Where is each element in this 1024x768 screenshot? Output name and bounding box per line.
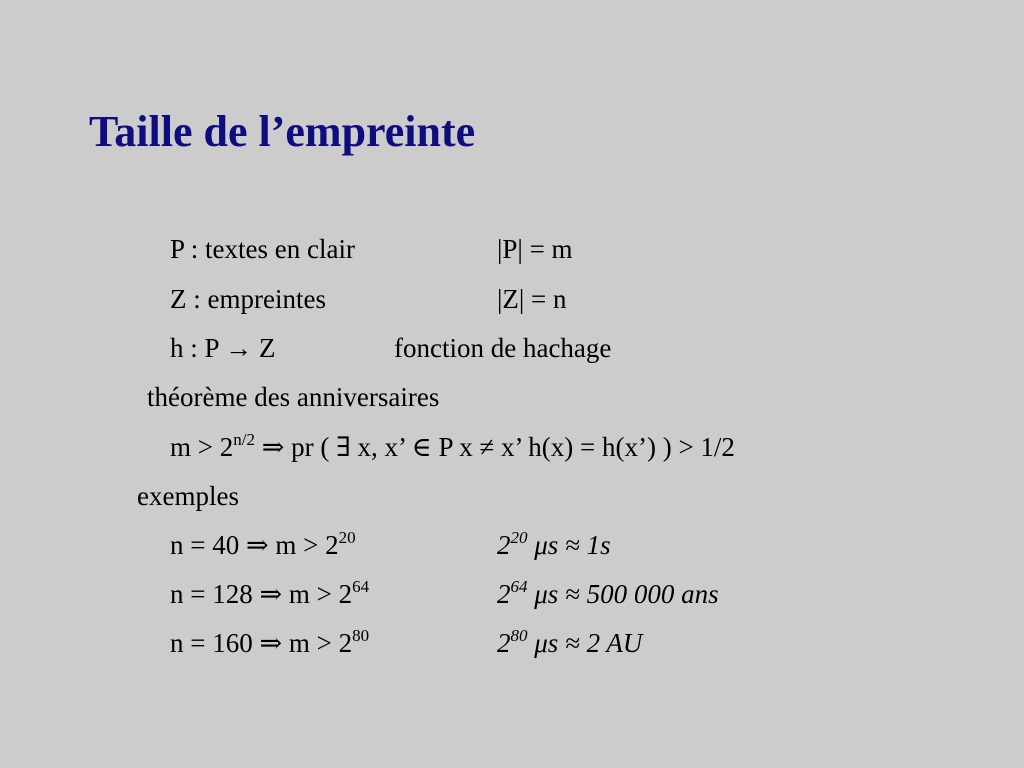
example-duration-base: 2 [497, 530, 511, 560]
example-duration-exponent: 20 [510, 528, 528, 547]
example-duration [497, 626, 643, 658]
example-condition [170, 577, 370, 609]
theorem-rest: ⇒ pr ( ∃ x, x’ ∈ P x ≠ x’ h(x) = h(x’) ) > 1/2 [254, 432, 735, 462]
example-duration-exponent: 80 [510, 626, 528, 645]
example-duration [497, 528, 611, 560]
example-condition [170, 626, 370, 658]
slide-title: Taille de l’empreinte [89, 107, 476, 156]
example-condition-base: n = 128 ⇒ m > 2 [170, 579, 353, 609]
example-duration-exponent: 64 [510, 577, 528, 596]
definition-value: |Z| = n [497, 284, 567, 314]
example-condition-base: n = 40 ⇒ m > 2 [170, 530, 339, 560]
definition-text: Z : empreintes [170, 284, 326, 314]
theorem-base: m > 2 [170, 432, 234, 462]
example-duration-rest: μs ≈ 500 000 ans [527, 579, 719, 609]
example-duration-rest: μs ≈ 2 AU [527, 628, 643, 658]
example-condition-exponent: 64 [352, 577, 370, 596]
example-condition-exponent: 80 [352, 626, 370, 645]
example-duration-base: 2 [497, 628, 511, 658]
theorem-exponent: n/2 [233, 430, 255, 449]
definition-text: h : P → Z [170, 333, 276, 363]
definition-value: fonction de hachage [394, 333, 612, 363]
example-condition [170, 528, 356, 560]
theorem-heading: théorème des anniversaires [147, 382, 440, 412]
theorem-statement [170, 430, 735, 462]
definition-text: P : textes en clair [170, 234, 355, 264]
example-duration-base: 2 [497, 579, 511, 609]
example-duration [497, 577, 719, 609]
example-condition-exponent: 20 [338, 528, 356, 547]
examples-heading: exemples [137, 481, 239, 511]
example-condition-base: n = 160 ⇒ m > 2 [170, 628, 353, 658]
definition-value: |P| = m [497, 234, 573, 264]
example-duration-rest: μs ≈ 1s [527, 530, 611, 560]
